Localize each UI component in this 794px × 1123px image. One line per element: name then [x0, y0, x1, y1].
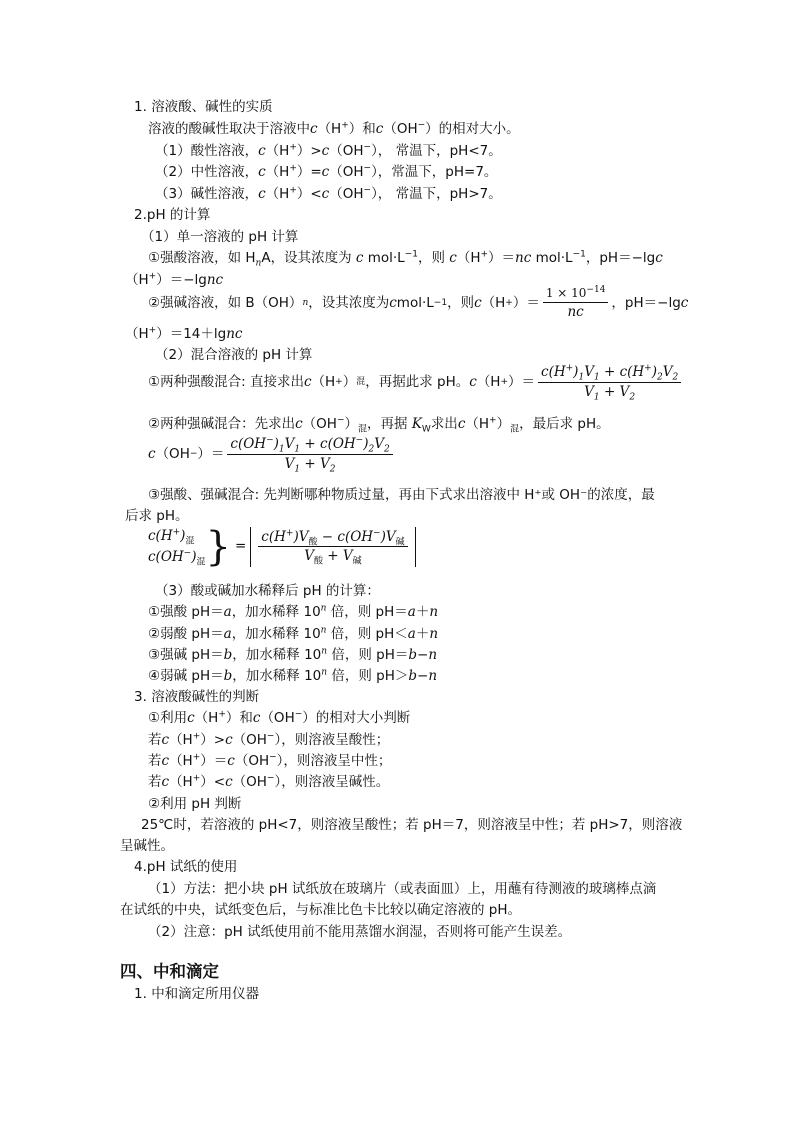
s2-strong-base-line2: （H+）＝14＋lgnc [125, 325, 243, 342]
s2-strong-acid-line2: （H+）＝−lgnc [125, 271, 224, 288]
ab-fraction: $\frac{c(H^+)V_酸 - c(OH^-)V_碱}{V_酸 + V_碱}$ [258, 529, 407, 566]
s3-method2: ②利用 pH 判断 [148, 796, 242, 812]
s5-heading: 1. 中和滴定所用仪器 [134, 986, 260, 1002]
s3-heading: 3. 溶液酸碱性的判断 [134, 689, 260, 705]
s2-mix-acid-base-formula: $c(H^+)_混$ $c(OH^-)_混$ } = $\frac{c(H^+)V_酸 - c(OH^-)V_碱}{V_酸 + V_碱}$ [148, 526, 416, 568]
s2-mix-acid-base-line2: 后求 pH。 [125, 508, 189, 524]
s2-mix-acid: ①两种强酸混合: 直接求出 c （H + ） 混 ，再据此求 pH。 c （H + ）＝ $\frac{c(H^+)_1V_1 + c(H^+)_2V_2}{V_1 + V_2}$ [148, 364, 684, 401]
ab-lhs: $c(H^+)_混$ $c(OH^-)_混$ [148, 527, 206, 568]
s2-strong-acid-line1: ①强酸溶液，如 $H_nA$，设其浓度为 c $mol\cdot L^{-1}$，则 c（H+）＝nc $mol\cdot L^{-1}$，pH＝−lgc [148, 249, 663, 269]
right-brace-icon: } [205, 523, 231, 570]
s3-judge-acid: 若c（H+）>c（OH−），则溶液呈酸性； [148, 731, 390, 748]
s2-sub2: （2）混合溶液的 pH 计算 [155, 347, 313, 363]
s2-dilute-2: ②弱酸 pH＝a，加水稀释 10$^n$ 倍，则 pH＜a＋n [148, 625, 439, 642]
mix-acid-fraction: $\frac{c(H^+)_1V_1 + c(H^+)_2V_2}{V_1 + V_2}$ [538, 364, 681, 401]
s2-heading: 2.pH 的计算 [134, 207, 211, 223]
s2-sub1: （1）单一溶液的 pH 计算 [141, 229, 299, 245]
s3-judge-neutral: 若c（H+）＝c（OH−），则溶液呈中性； [148, 752, 392, 769]
s2-dilute-4: ④弱碱 pH＝b，加水稀释 10$^n$ 倍，则 pH＞b−n [148, 667, 438, 684]
s3-method1: ①利用c（H+）和c（OH−）的相对大小判断 [148, 709, 411, 726]
s2-dilute-1: ①强酸 pH＝a，加水稀释 10$^n$ 倍，则 pH＝a＋n [148, 603, 439, 620]
s2-mix-base-formula: c （OH − ）＝ $\frac{c(OH^-)_1V_1 + c(OH^-)_2V_2}{V_1 + V_2}$ [148, 436, 396, 473]
abs-value-bars [250, 527, 415, 568]
s4-heading: 4.pH 试纸的使用 [134, 859, 238, 875]
base-fraction: $\frac{1 \times 10^{-14}}{nc}$ [543, 286, 609, 321]
s1-heading: 1. 溶液酸、碱性的实质 [134, 99, 273, 115]
s2-mix-base: ②两种强碱混合：先求出$c(OH^-)_混$，再据 $K_W$求出$c(H^+)_混$，最后求 pH。 [148, 415, 610, 435]
s3-ph-line1: 25℃时，若溶液的 pH<7，则溶液呈酸性；若 pH＝7，则溶液呈中性；若 pH>7，则溶液 [141, 817, 683, 833]
mix-base-fraction: $\frac{c(OH^-)_1V_1 + c(OH^-)_2V_2}{V_1 + V_2}$ [227, 436, 392, 473]
s1-item-base: （3）碱性溶液，c（H+）<c（OH−）， 常温下，pH>7。 [155, 185, 502, 202]
s5-title: 四、中和滴定 [120, 962, 219, 981]
s1-item-neutral: （2）中性溶液，c（H+）=c（OH−），常温下，pH=7。 [155, 163, 498, 180]
s2-mix-acid-base-line1: ③强酸、强碱混合: 先判断哪种物质过量，再由下式求出溶液中 H⁺或 OH⁻的浓度，最 [148, 487, 655, 503]
s4-note: （2）注意：pH 试纸使用前不能用蒸馏水润湿，否则将可能产生误差。 [148, 924, 572, 940]
s3-judge-base: 若c（H+）<c（OH−），则溶液呈碱性。 [148, 773, 390, 790]
s2-strong-base-line1: ②强碱溶液，如 B（OH） n ，设其浓度为 c mol·L −1 ，则 c （H + ）＝ $\frac{1 \times 10^{-14}}{nc}$ ，pH＝−lg c [148, 285, 689, 320]
s2-dilute-3: ③强碱 pH＝b，加水稀释 10$^n$ 倍，则 pH＝b−n [148, 646, 438, 663]
s2-sub3: （3）酸或碱加水稀释后 pH 的计算： [155, 583, 380, 599]
s4-method-line2: 在试纸的中央，试纸变色后，与标准比色卡比较以确定溶液的 pH。 [120, 902, 522, 918]
s3-ph-line2: 呈碱性。 [120, 838, 174, 854]
s1-item-acid: （1）酸性溶液，c（H+）>c（OH−）， 常温下，pH<7。 [155, 142, 502, 159]
s4-method-line1: （1）方法：把小块 pH 试纸放在玻璃片（或表面皿）上，用蘸有待测液的玻璃棒点滴 [148, 881, 657, 897]
s1-intro: 溶液的酸碱性取决于溶液中c（H+）和c（OH−）的相对大小。 [148, 120, 520, 137]
